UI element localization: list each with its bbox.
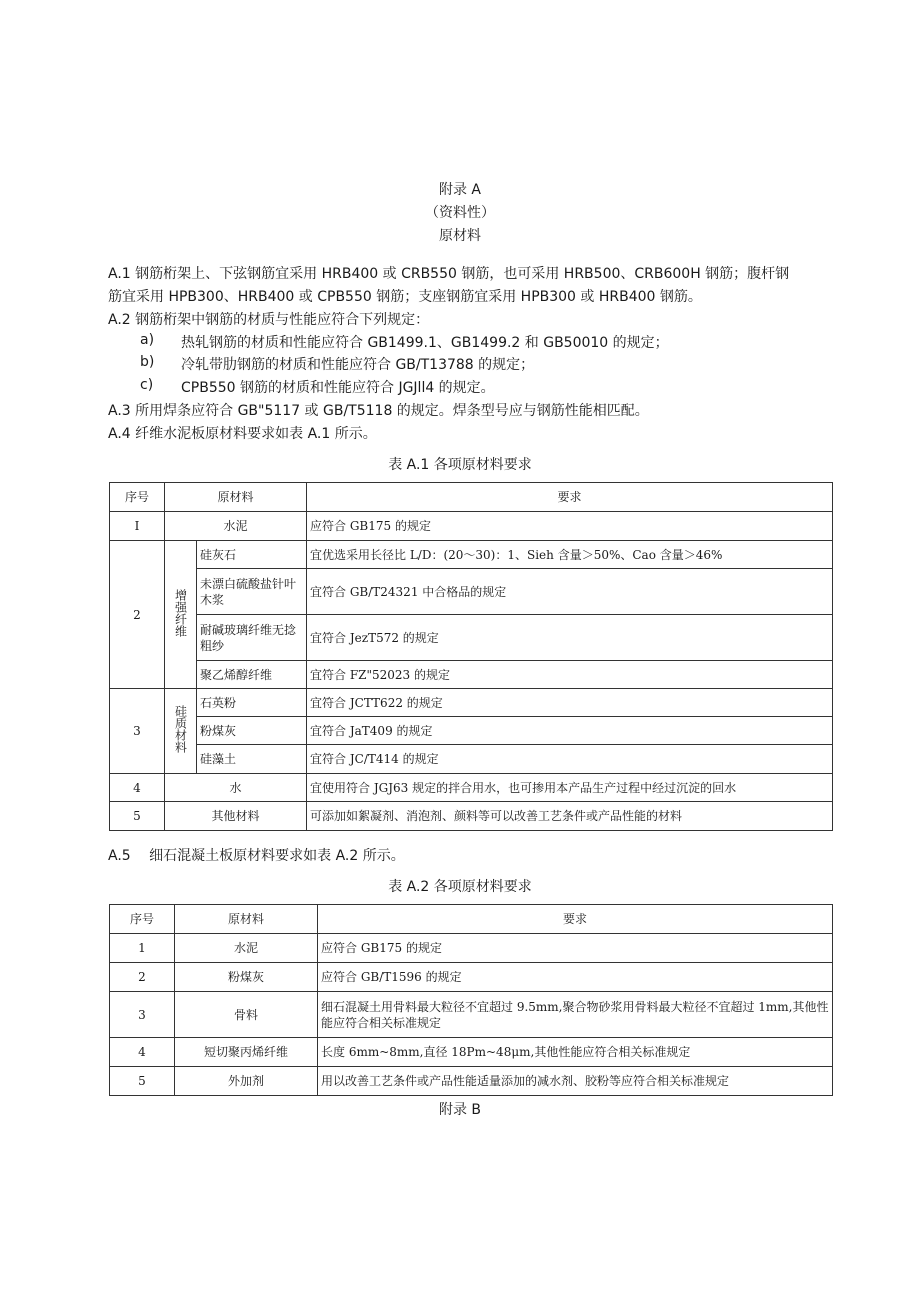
appendix-title: 原材料 [439, 228, 481, 244]
list-item-c: CPB550 钢筋的材质和性能应符合 JGJll4 的规定。 [181, 380, 495, 396]
paragraph-a1-line1: A.1 钢筋桁架上、下弦钢筋宜采用 HRB400 或 CRB550 钢筋，也可采用 HRB500、CRB600H 钢筋；腹杆钢 [108, 266, 790, 282]
header-material: 原材料 [175, 905, 318, 934]
table-row [110, 689, 833, 717]
row-requirement: 宜使用符合 JGJ63 规定的拌合用水，也可掺用本产品生产过程中经过沉淀的回水 [307, 774, 833, 802]
paragraph-a5: A.5 细石混凝土板原材料要求如表 A.2 所示。 [108, 848, 405, 864]
item-name: 石英粉 [197, 689, 307, 717]
next-appendix-heading: 附录 B [438, 1102, 482, 1118]
table-row [110, 569, 833, 615]
row-requirement: 用以改善工艺条件或产品性能适量添加的减水剂、胶粉等应符合相关标准规定 [318, 1067, 833, 1096]
row-material: 水 [165, 774, 307, 802]
item-name: 粉煤灰 [197, 717, 307, 745]
item-name: 耐碱玻璃纤维无捻粗纱 [197, 615, 307, 661]
row-material: 外加剂 [175, 1067, 318, 1096]
row-material: 骨料 [175, 992, 318, 1038]
table-row [110, 802, 833, 831]
table-row [110, 615, 833, 661]
item-name: 硅藻土 [197, 745, 307, 774]
row-no: 1 [110, 934, 175, 963]
row-material: 其他材料 [165, 802, 307, 831]
table-row [110, 934, 833, 963]
table-a2 [109, 904, 833, 1096]
table-row [110, 512, 833, 541]
list-marker-b: b) [140, 354, 155, 370]
paragraph-a1-line2: 筋宜采用 HPB300、HRB400 或 CPB550 钢筋；支座钢筋宜采用 HPB300 或 HRB400 钢筋。 [108, 289, 702, 305]
item-name: 聚乙烯醇纤维 [197, 661, 307, 689]
item-requirement: 宜符合 JCTT622 的规定 [307, 689, 833, 717]
header-requirement: 要求 [307, 483, 833, 512]
table1-caption: 表 A.1 各项原材料要求 [388, 457, 532, 473]
item-requirement: 宜优选采用长径比 L/D：(20～30)：1、Sieh 含量＞50%、Cao 含量＞46% [307, 541, 833, 569]
group-category [165, 689, 197, 774]
row-requirement: 细石混凝土用骨料最大粒径不宜超过 9.5mm,聚合物砂浆用骨料最大粒径不宜超过 1mm,其他性能应符合相关标准规定 [318, 992, 833, 1038]
row-material: 短切聚丙烯纤维 [175, 1038, 318, 1067]
table-row [110, 992, 833, 1038]
item-requirement: 宜符合 JaT409 的规定 [307, 717, 833, 745]
row-material: 水泥 [175, 934, 318, 963]
table2-caption: 表 A.2 各项原材料要求 [388, 879, 532, 895]
header-no: 序号 [110, 905, 175, 934]
table-row [110, 541, 833, 569]
table-header-row [110, 483, 833, 512]
table-row [110, 661, 833, 689]
row-no: 3 [110, 992, 175, 1038]
row-no: 5 [110, 1067, 175, 1096]
header-material: 原材料 [165, 483, 307, 512]
list-marker-a: a) [140, 332, 155, 348]
table-row [110, 717, 833, 745]
row-no: 4 [110, 1038, 175, 1067]
header-requirement: 要求 [318, 905, 833, 934]
appendix-heading: 附录 A [438, 182, 482, 198]
item-name: 未漂白硫酸盐针叶木浆 [197, 569, 307, 615]
group-no: 3 [110, 689, 165, 774]
row-requirement: 应符合 GB/T1596 的规定 [318, 963, 833, 992]
list-marker-c: c) [140, 377, 154, 393]
group-no: 2 [110, 541, 165, 689]
item-requirement: 宜符合 FZ"52023 的规定 [307, 661, 833, 689]
table-header-row [110, 905, 833, 934]
category-label: 硅质材料 [173, 705, 188, 753]
list-item-a: 热轧钢筋的材质和性能应符合 GB1499.1、GB1499.2 和 GB50010 的规定； [181, 335, 669, 351]
row-no: 2 [110, 963, 175, 992]
table-a1 [109, 482, 833, 831]
table-row [110, 1038, 833, 1067]
paragraph-a4: A.4 纤维水泥板原材料要求如表 A.1 所示。 [108, 426, 377, 442]
item-name: 硅灰石 [197, 541, 307, 569]
item-requirement: 宜符合 JezT572 的规定 [307, 615, 833, 661]
row-no: 5 [110, 802, 165, 831]
appendix-nature: （资料性） [425, 205, 495, 221]
row-requirement: 应符合 GB175 的规定 [318, 934, 833, 963]
row-no: 4 [110, 774, 165, 802]
row-requirement: 可添加如絮凝剂、消泡剂、颜料等可以改善工艺条件或产品性能的材料 [307, 802, 833, 831]
table-row [110, 745, 833, 774]
category-label: 增强纤维 [173, 588, 188, 637]
group-category [165, 541, 197, 689]
paragraph-a3: A.3 所用焊条应符合 GB"5117 或 GB/T5118 的规定。焊条型号应与钢筋性能相匹配。 [108, 403, 649, 419]
table-row [110, 774, 833, 802]
row-requirement: 应符合 GB175 的规定 [307, 512, 833, 541]
row-requirement: 长度 6mm~8mm,直径 18Pm~48μm,其他性能应符合相关标准规定 [318, 1038, 833, 1067]
list-item-b: 冷轧带肋钢筋的材质和性能应符合 GB/T13788 的规定； [181, 357, 535, 373]
row-material: 水泥 [165, 512, 307, 541]
item-requirement: 宜符合 JC/T414 的规定 [307, 745, 833, 774]
row-no: I [110, 512, 165, 541]
table-row [110, 1067, 833, 1096]
row-material: 粉煤灰 [175, 963, 318, 992]
table-row [110, 963, 833, 992]
paragraph-a2: A.2 钢筋桁架中钢筋的材质与性能应符合下列规定： [108, 312, 430, 328]
item-requirement: 宜符合 GB/T24321 中合格品的规定 [307, 569, 833, 615]
header-no: 序号 [110, 483, 165, 512]
